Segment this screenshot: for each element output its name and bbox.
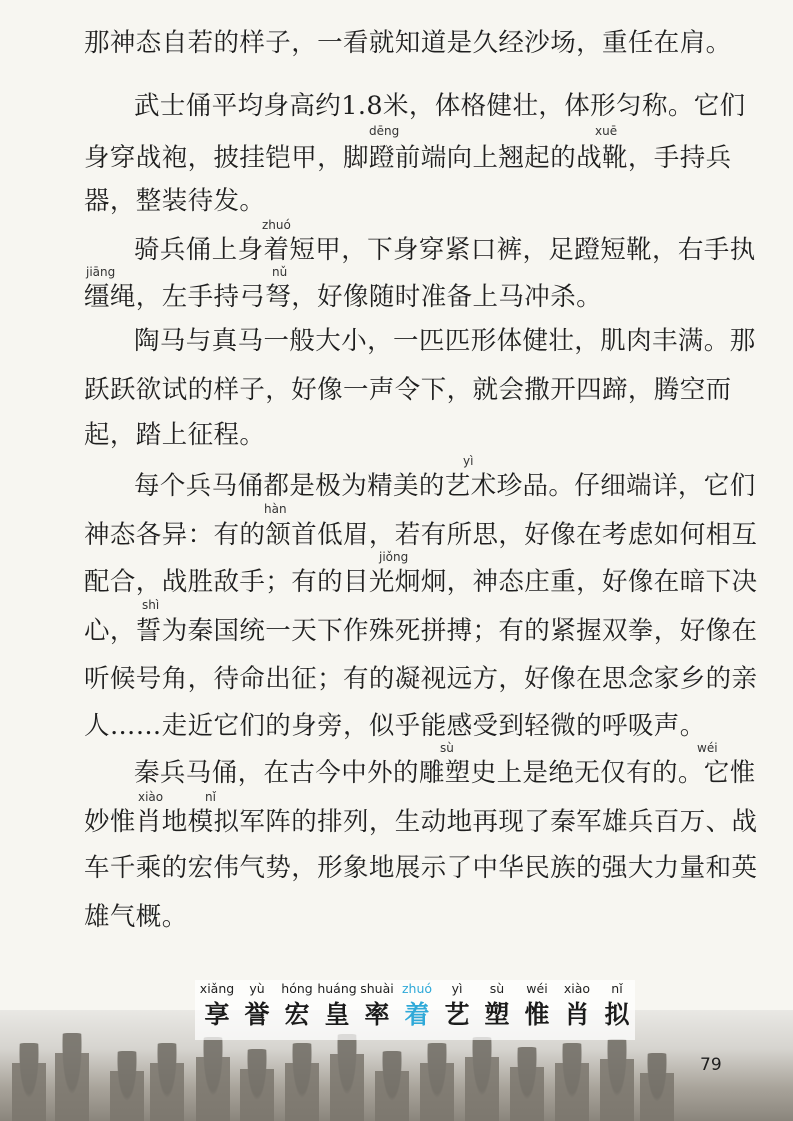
text-line: 器，整装待发。 (84, 186, 266, 216)
vocab-item (275, 980, 319, 1032)
text-line: 秦兵马俑，在古今中外的雕塑史上是绝无仅有的。它惟 (134, 758, 756, 788)
vocab-character: 誉 (244, 1000, 270, 1029)
vocab-character: 塑 (484, 1000, 510, 1029)
pinyin-annotation: hàn (264, 502, 287, 516)
vocab-item (595, 980, 639, 1032)
pinyin-annotation: jiǒng (379, 550, 409, 564)
vocab-character: 拟 (604, 1000, 630, 1029)
vocab-pinyin: sù (489, 981, 505, 996)
pinyin-annotation: sù (440, 741, 454, 755)
vocab-character: 率 (364, 1000, 390, 1029)
vocab-item (555, 980, 599, 1032)
vocab-pinyin: zhuó (401, 981, 433, 996)
text-line: 跃跃欲试的样子，好像一声令下，就会撒开四蹄，腾空而 (84, 375, 732, 405)
pinyin-annotation: wéi (697, 741, 718, 755)
text-line: 每个兵马俑都是极为精美的艺术珍品。仔细端详，它们 (134, 471, 756, 501)
pinyin-annotation: jiāng (86, 265, 116, 279)
text-line: 心，誓为秦国统一天下作殊死拼搏；有的紧握双拳，好像在 (84, 616, 758, 646)
vocabulary-box (195, 980, 635, 1040)
pinyin-annotation: shì (142, 598, 160, 612)
pinyin-annotation: nǐ (205, 790, 216, 804)
text-line: 听候号角，待命出征；有的凝视远方，好像在思念家乡的亲 (84, 664, 758, 694)
vocab-pinyin: nǐ (611, 981, 623, 996)
text-line: 雄气概。 (84, 902, 188, 932)
pinyin-annotation: zhuó (262, 218, 291, 232)
vocab-pinyin: wéi (526, 981, 548, 996)
vocab-item (515, 980, 559, 1032)
text-line: 起，踏上征程。 (84, 420, 266, 450)
vocab-item (435, 980, 479, 1032)
text-line: 身穿战袍，披挂铠甲，脚蹬前端向上翘起的战靴，手持兵 (84, 143, 732, 173)
text-line: 那神态自若的样子，一看就知道是久经沙场，重任在肩。 (84, 28, 732, 58)
pinyin-annotation: xuē (595, 124, 618, 138)
vocab-pinyin: shuài (360, 981, 394, 996)
vocab-item-highlighted (395, 980, 439, 1032)
pinyin-annotation: dēng (369, 124, 400, 138)
vocab-pinyin: xiào (563, 981, 591, 996)
page-number: 79 (700, 1055, 722, 1075)
vocab-pinyin: huáng (317, 981, 357, 996)
vocab-item (195, 980, 239, 1032)
pinyin-annotation: xiào (138, 790, 164, 804)
vocab-item (235, 980, 279, 1032)
vocab-item (355, 980, 399, 1032)
text-line: 陶马与真马一般大小，一匹匹形体健壮，肌肉丰满。那 (134, 326, 756, 356)
vocab-pinyin: yì (451, 981, 463, 996)
text-line: 配合，战胜敌手；有的目光炯炯，神态庄重，好像在暗下决 (84, 567, 758, 597)
text-line: 神态各异：有的颔首低眉，若有所思，好像在考虑如何相互 (84, 520, 758, 550)
text-line: 武士俑平均身高约1.8米，体格健壮，体形匀称。它们 (134, 91, 746, 121)
text-line: 妙惟肖地模拟军阵的排列，生动地再现了秦军雄兵百万、战 (84, 807, 758, 837)
vocab-character: 享 (204, 1000, 230, 1029)
pinyin-annotation: yì (463, 454, 474, 468)
vocab-character: 宏 (284, 1000, 310, 1029)
text-line: 缰绳，左手持弓弩，好像随时准备上马冲杀。 (84, 282, 603, 312)
text-line: 人……走近它们的身旁，似乎能感受到轻微的呼吸声。 (84, 711, 706, 741)
vocab-character: 着 (404, 1000, 430, 1029)
vocab-character: 惟 (524, 1000, 550, 1029)
text-line: 骑兵俑上身着短甲，下身穿紧口裤，足蹬短靴，右手执 (134, 235, 756, 265)
vocab-item (315, 980, 359, 1032)
vocab-character: 艺 (444, 1000, 470, 1029)
pinyin-annotation: nǔ (272, 265, 288, 279)
vocab-character: 肖 (564, 1000, 590, 1029)
text-line: 车千乘的宏伟气势，形象地展示了中华民族的强大力量和英 (84, 853, 758, 883)
vocab-character: 皇 (324, 1000, 350, 1029)
vocab-pinyin: xiǎng (199, 981, 235, 996)
vocab-pinyin: hóng (281, 981, 313, 996)
vocab-item (475, 980, 519, 1032)
vocab-pinyin: yù (249, 981, 265, 996)
